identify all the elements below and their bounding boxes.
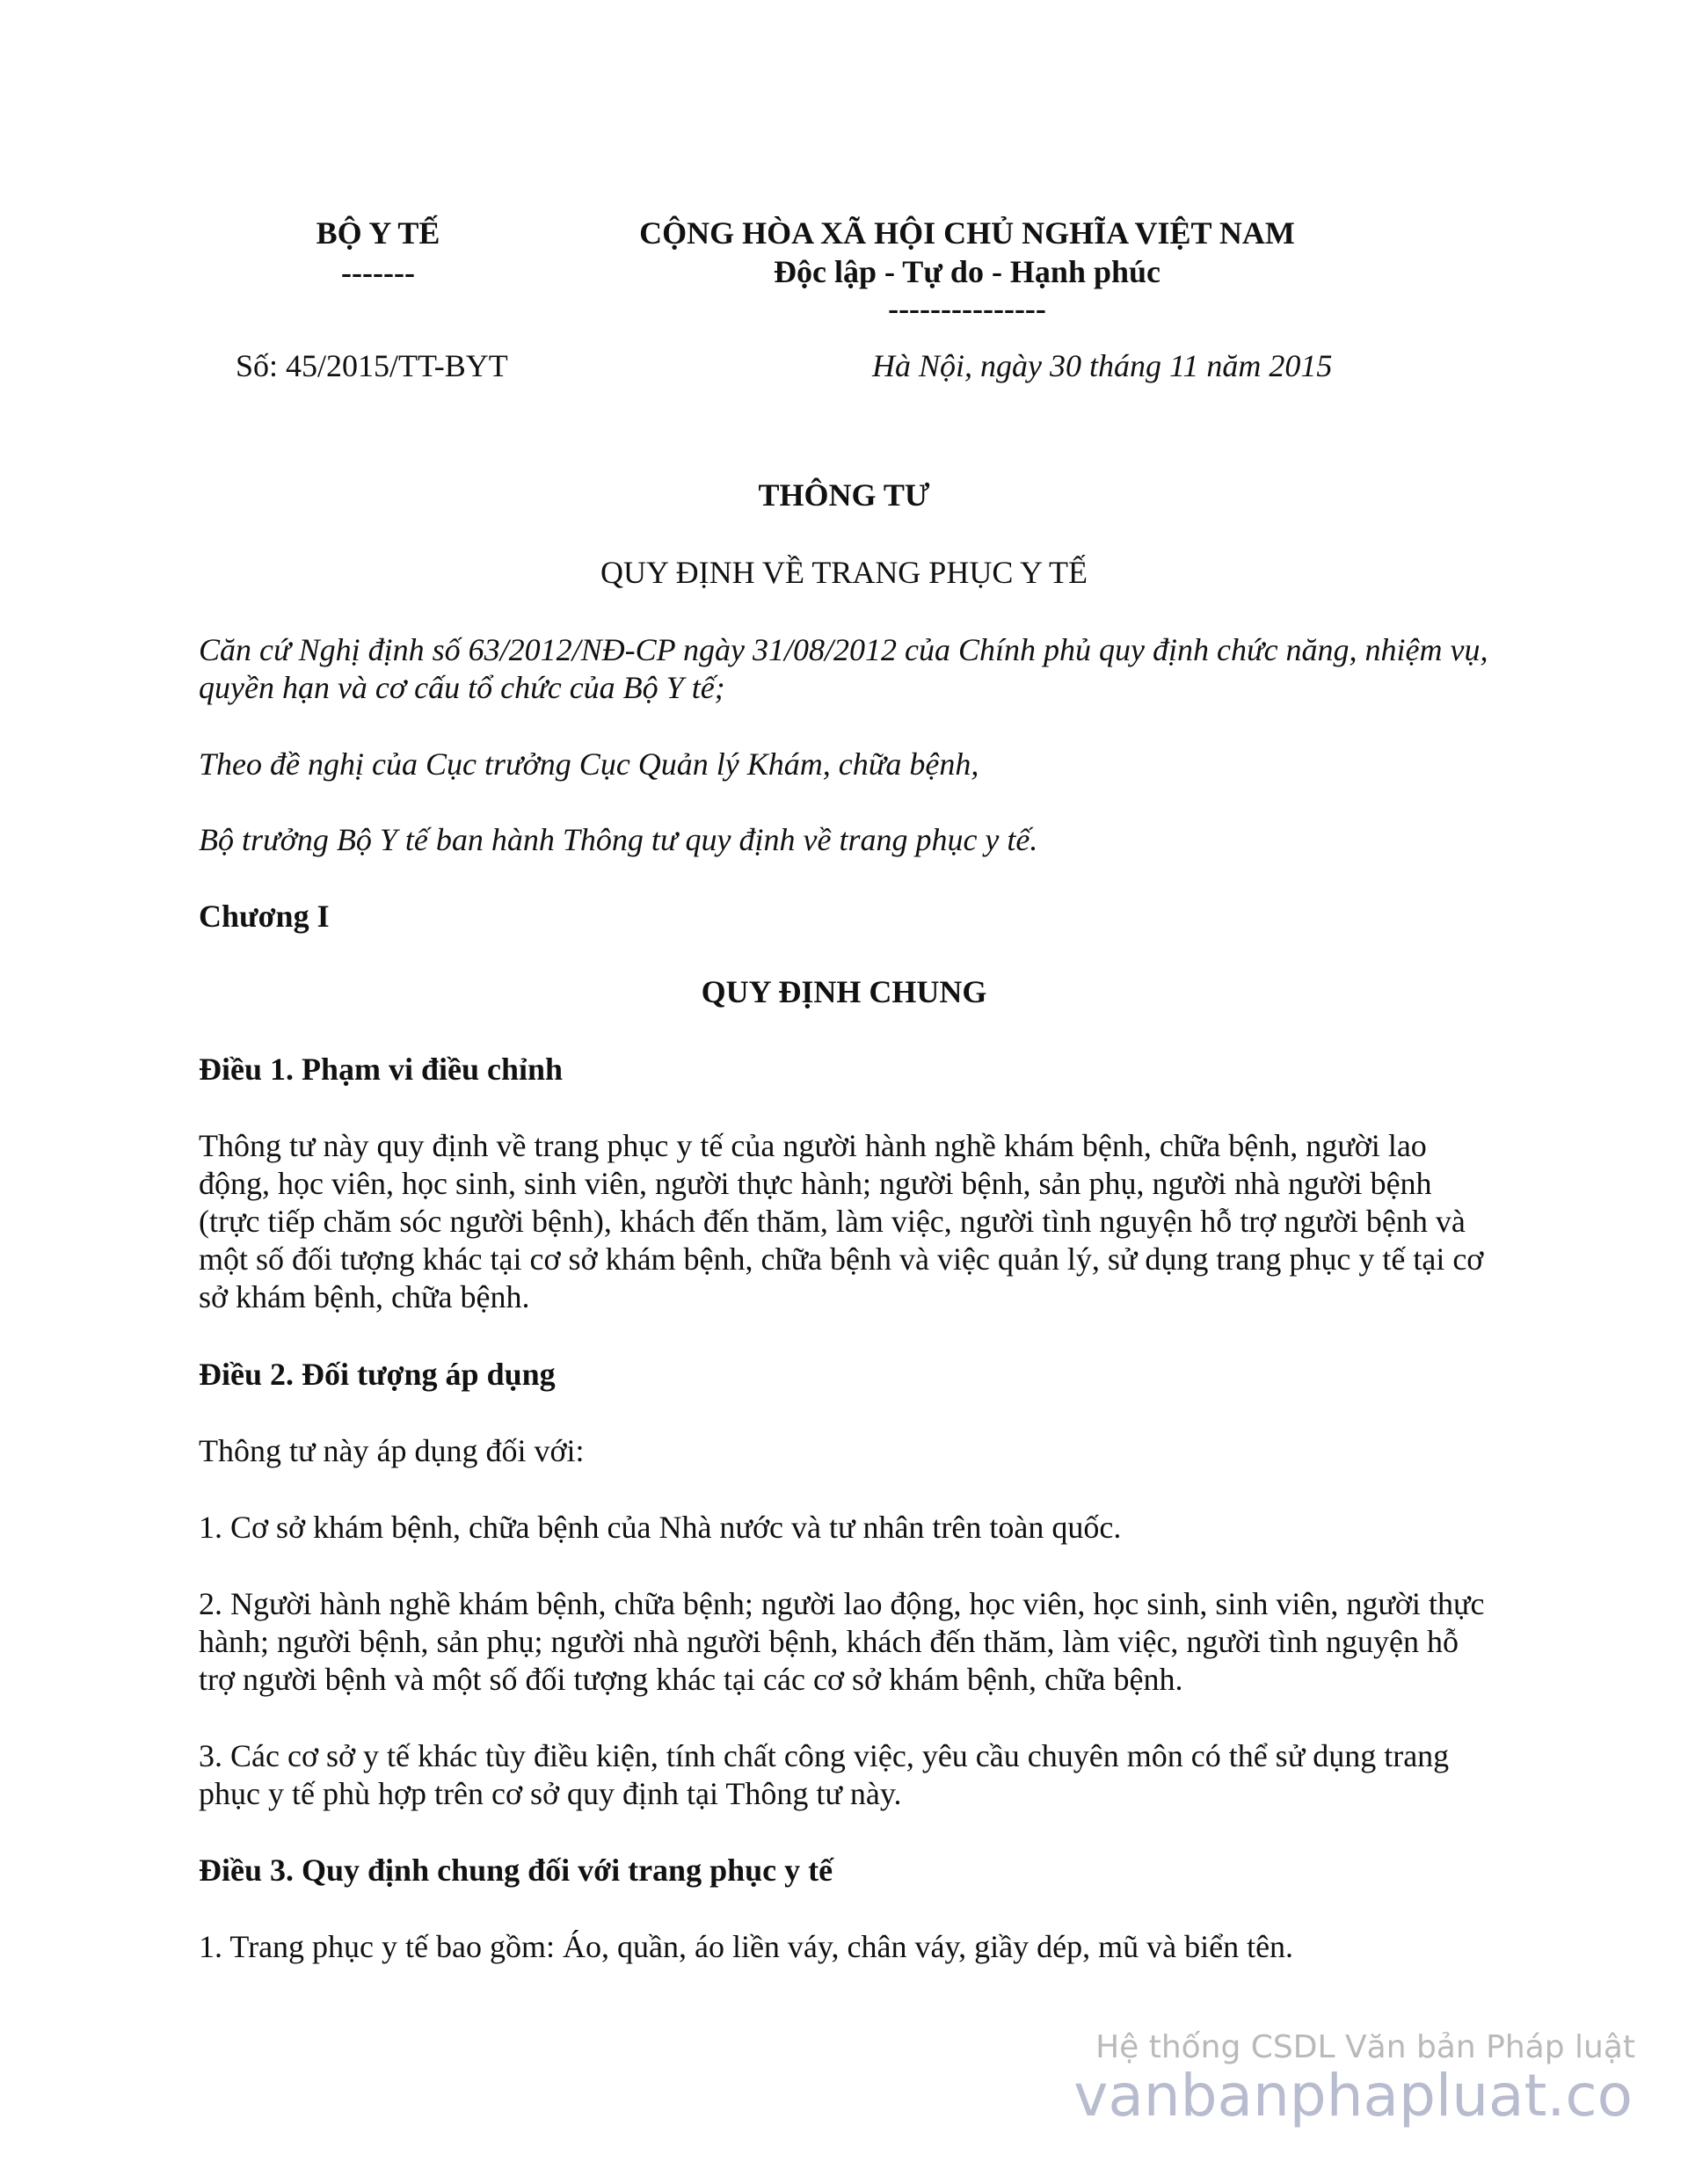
preamble-proposal: Theo đề nghị của Cục trưởng Cục Quản lý Khám, chữa bệnh, <box>199 746 979 782</box>
watermark-site: vanbanphapluat.co <box>1073 2062 1633 2129</box>
article-2-intro: Thông tư này áp dụng đối với: <box>199 1433 585 1468</box>
preamble-basis: Căn cứ Nghị định số 63/2012/NĐ-CP ngày 31/08/2012 của Chính phủ quy định chức năng, nhiệm vụ, quyền hạn và cơ cấu tổ chức của Bộ Y tế; <box>199 632 1488 705</box>
agency-rule: ------- <box>341 255 415 290</box>
article-1-paragraph: Thông tư này quy định về trang phục y tế của người hành nghề khám bệnh, chữa bệnh, người lao động, học viên, học sinh, sinh viên, người thực hành; người bệnh, sản phụ, người nhà người bệnh (trực tiếp chăm sóc người bệnh), khách đến thăm, làm việc, người tình nguyện hỗ trợ người bệnh và một số đối tượng khác tại cơ sở khám bệnh, chữa bệnh và việc quản lý, sử dụng trang phục y tế tại cơ sở khám bệnh, chữa bệnh. <box>199 1128 1484 1314</box>
article-2-item-3: 3. Các cơ sở y tế khác tùy điều kiện, tính chất công việc, yêu cầu chuyên môn có thể sử dụng trang phục y tế phù hợp trên cơ sở quy định tại Thông tư này. <box>199 1738 1450 1811</box>
document-subject: QUY ĐỊNH VỀ TRANG PHỤC Y TẾ <box>600 555 1088 590</box>
article-2-item-1: 1. Cơ sở khám bệnh, chữa bệnh của Nhà nước và tư nhân trên toàn quốc. <box>199 1510 1122 1545</box>
watermark-caption: Hệ thống CSDL Văn bản Pháp luật <box>1095 2029 1635 2065</box>
preamble-issuance: Bộ trưởng Bộ Y tế ban hành Thông tư quy định về trang phục y tế. <box>199 822 1038 857</box>
document-type: THÔNG TƯ <box>758 477 930 513</box>
nation-name: CỘNG HÒA XÃ HỘI CHỦ NGHĨA VIỆT NAM <box>639 215 1295 251</box>
chapter-title: QUY ĐỊNH CHUNG <box>701 974 987 1009</box>
agency-name: BỘ Y TẾ <box>316 215 440 251</box>
article-3-heading: Điều 3. Quy định chung đối với trang phục y tế <box>199 1853 833 1888</box>
article-3-item-1: 1. Trang phục y tế bao gồm: Áo, quần, áo liền váy, chân váy, giầy dép, mũ và biển tên. <box>199 1929 1294 1964</box>
article-1-heading: Điều 1. Phạm vi điều chỉnh <box>199 1052 564 1087</box>
national-motto: Độc lập - Tự do - Hạnh phúc <box>773 254 1161 289</box>
article-2-heading: Điều 2. Đối tượng áp dụng <box>199 1357 556 1392</box>
place-date: Hà Nội, ngày 30 tháng 11 năm 2015 <box>872 348 1333 383</box>
document-number: Số: 45/2015/TT-BYT <box>236 348 508 383</box>
motto-rule: --------------- <box>888 291 1046 326</box>
article-2-item-2: 2. Người hành nghề khám bệnh, chữa bệnh; người lao động, học viên, học sinh, sinh viên, người thực hành; người bệnh, sản phụ; người nhà người bệnh, khách đến thăm, làm việc, người tình nguyện hỗ trợ người bệnh và một số đối tượng khác tại các cơ sở khám bệnh, chữa bệnh. <box>199 1586 1485 1697</box>
chapter-label: Chương I <box>199 899 330 934</box>
